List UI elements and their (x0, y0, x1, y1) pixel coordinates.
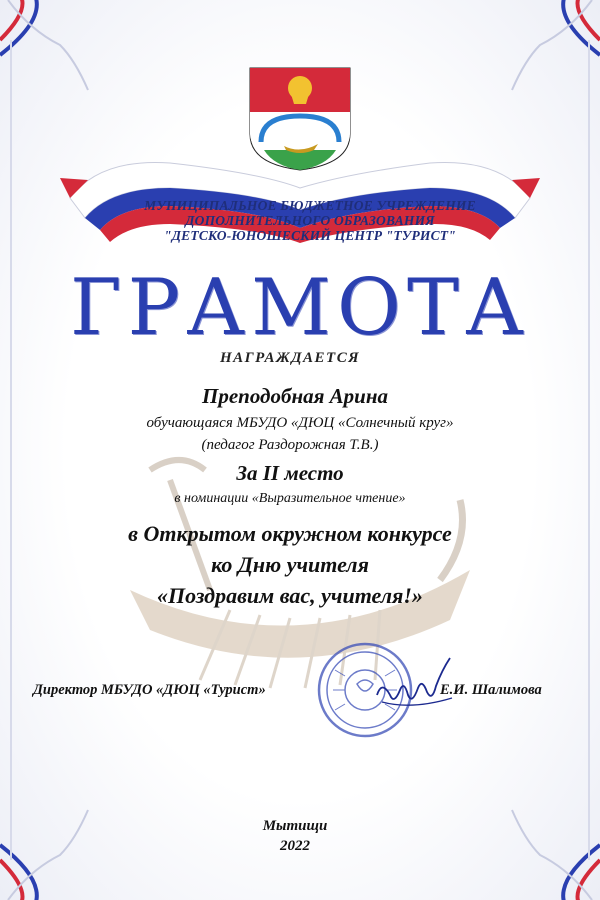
city-text: Мытищи (262, 818, 328, 834)
director-position: Директор МБУДО «ДЮЦ «Турист» (33, 682, 266, 698)
recipient-teacher: (педагог Раздорожная Т.В.) (201, 437, 379, 453)
nomination-text: в номинации «Выразительное чтение» (174, 491, 406, 506)
organization-line-3: "ДЕТСКО-ЮНОШЕСКИЙ ЦЕНТР "ТУРИСТ" (164, 228, 456, 243)
coat-of-arms (246, 64, 354, 172)
certificate-title: ГРАМОТА (69, 263, 531, 353)
corner-ribbon-top-right (510, 0, 600, 110)
contest-line-3: «Поздравим вас, учителя!» (157, 583, 423, 608)
awarded-label: НАГРАЖДАЕТСЯ (219, 350, 361, 366)
place-text: За II место (236, 461, 344, 485)
contest-line-1: в Открытом окружном конкурсе (128, 521, 452, 546)
year-text: 2022 (280, 838, 310, 854)
contest-line-2: ко Дню учителя (211, 552, 369, 577)
recipient-role: обучающаяся МБУДО «ДЮЦ «Солнечный круг» (146, 415, 454, 431)
organization-line-1: МУНИЦИПАЛЬНОЕ БЮДЖЕТНОЕ УЧРЕЖДЕНИЕ (144, 198, 476, 213)
director-name: Е.И. Шалимова (440, 682, 542, 698)
organization-line-2: ДОПОЛНИТЕЛЬНОГО ОБРАЗОВАНИЯ (185, 213, 435, 228)
corner-ribbon-top-left (0, 0, 90, 110)
recipient-name: Преподобная Арина (201, 384, 389, 408)
